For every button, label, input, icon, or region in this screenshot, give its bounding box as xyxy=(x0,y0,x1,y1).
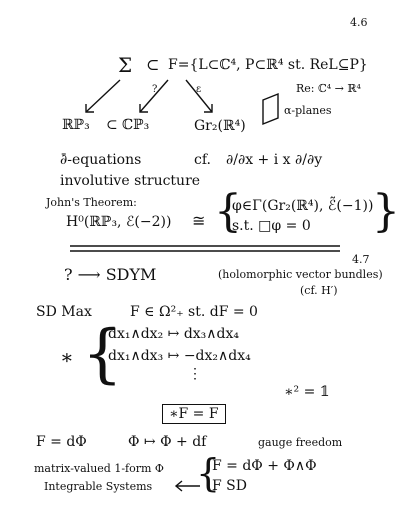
right-brace-1: } xyxy=(372,186,400,237)
dbar-equations: ∂̄-equations xyxy=(60,152,142,168)
sd-max-expression: F ∈ Ω²₊ st. dF = 0 xyxy=(130,304,258,320)
gr2-label: Gr₂(ℝ⁴) xyxy=(194,118,246,134)
integrable-systems: Integrable Systems xyxy=(44,480,153,493)
cf-h-note: (cf. H′) xyxy=(300,284,338,297)
cf-expression: ∂/∂x + i x ∂/∂y xyxy=(226,152,323,168)
cf-label-1: cf. xyxy=(194,152,211,168)
star-squared: ∗² = 𝟙 xyxy=(284,384,330,400)
page-number-top: 4.6 xyxy=(350,16,368,29)
left-brace-3: { xyxy=(196,451,221,495)
f-equals-dphi: F = dΦ xyxy=(36,434,87,450)
cp3-label: ℂℙ₃ xyxy=(122,117,150,133)
sigma-symbol: Σ xyxy=(118,53,133,77)
h0-expression: H⁰(ℝℙ₃, ℰ(−2)) xyxy=(66,214,172,230)
boxed-self-dual: ∗F = F xyxy=(162,404,226,424)
vertical-dots: ⋮ xyxy=(188,366,202,382)
system-line-1: F = dΦ + Φ∧Φ xyxy=(212,458,317,474)
rp3-label: ℝℙ₃ xyxy=(62,117,90,133)
involutive-structure: involutive structure xyxy=(60,173,201,189)
brace-line-2: s.t. □φ = 0 xyxy=(232,218,311,234)
f-definition: F={L⊂ℂ⁴, P⊂ℝ⁴ st. ReL⊆P} xyxy=(168,57,368,73)
brace-line-1: φ∈Γ(Gr₂(ℝ⁴), ℰ̃(−1)) xyxy=(232,198,374,214)
re-map: Re: ℂ⁴ → ℝ⁴ xyxy=(296,82,361,95)
gauge-freedom: gauge freedom xyxy=(258,436,343,449)
matrix-valued-label: matrix-valued 1-form Φ xyxy=(34,462,164,475)
subset-symbol-1: ⊂ xyxy=(146,55,160,74)
page-number-mid: 4.7 xyxy=(352,253,370,266)
star-map-2: dx₁∧dx₃ ↦ −dx₂∧dx₄ xyxy=(108,348,251,364)
subset-symbol-2: ⊂ xyxy=(106,117,118,133)
isomorphism-symbol: ≅ xyxy=(192,211,206,230)
star-map-1: dx₁∧dx₂ ↦ dx₃∧dx₄ xyxy=(108,326,240,342)
arrow-label-right: ε xyxy=(196,84,202,95)
system-line-2: F SD xyxy=(212,478,247,494)
question-sdym: ? ⟶ SDYM xyxy=(64,265,157,284)
arrow-to-rp3 xyxy=(86,80,120,112)
holomorphic-note: (holomorphic vector bundles) xyxy=(218,268,383,281)
alpha-planes-label: α-planes xyxy=(284,104,332,117)
johns-theorem-heading: John's Theorem: xyxy=(46,196,137,209)
left-brace-1: { xyxy=(214,186,242,237)
left-brace-2: { xyxy=(82,317,123,391)
alpha-plane-shape xyxy=(263,94,278,124)
arrow-label-mid: ? xyxy=(152,84,158,95)
star-symbol: ∗ xyxy=(60,345,74,369)
gauge-map: Φ ↦ Φ + df xyxy=(128,434,207,450)
sd-max-label: SD Max xyxy=(36,304,92,320)
